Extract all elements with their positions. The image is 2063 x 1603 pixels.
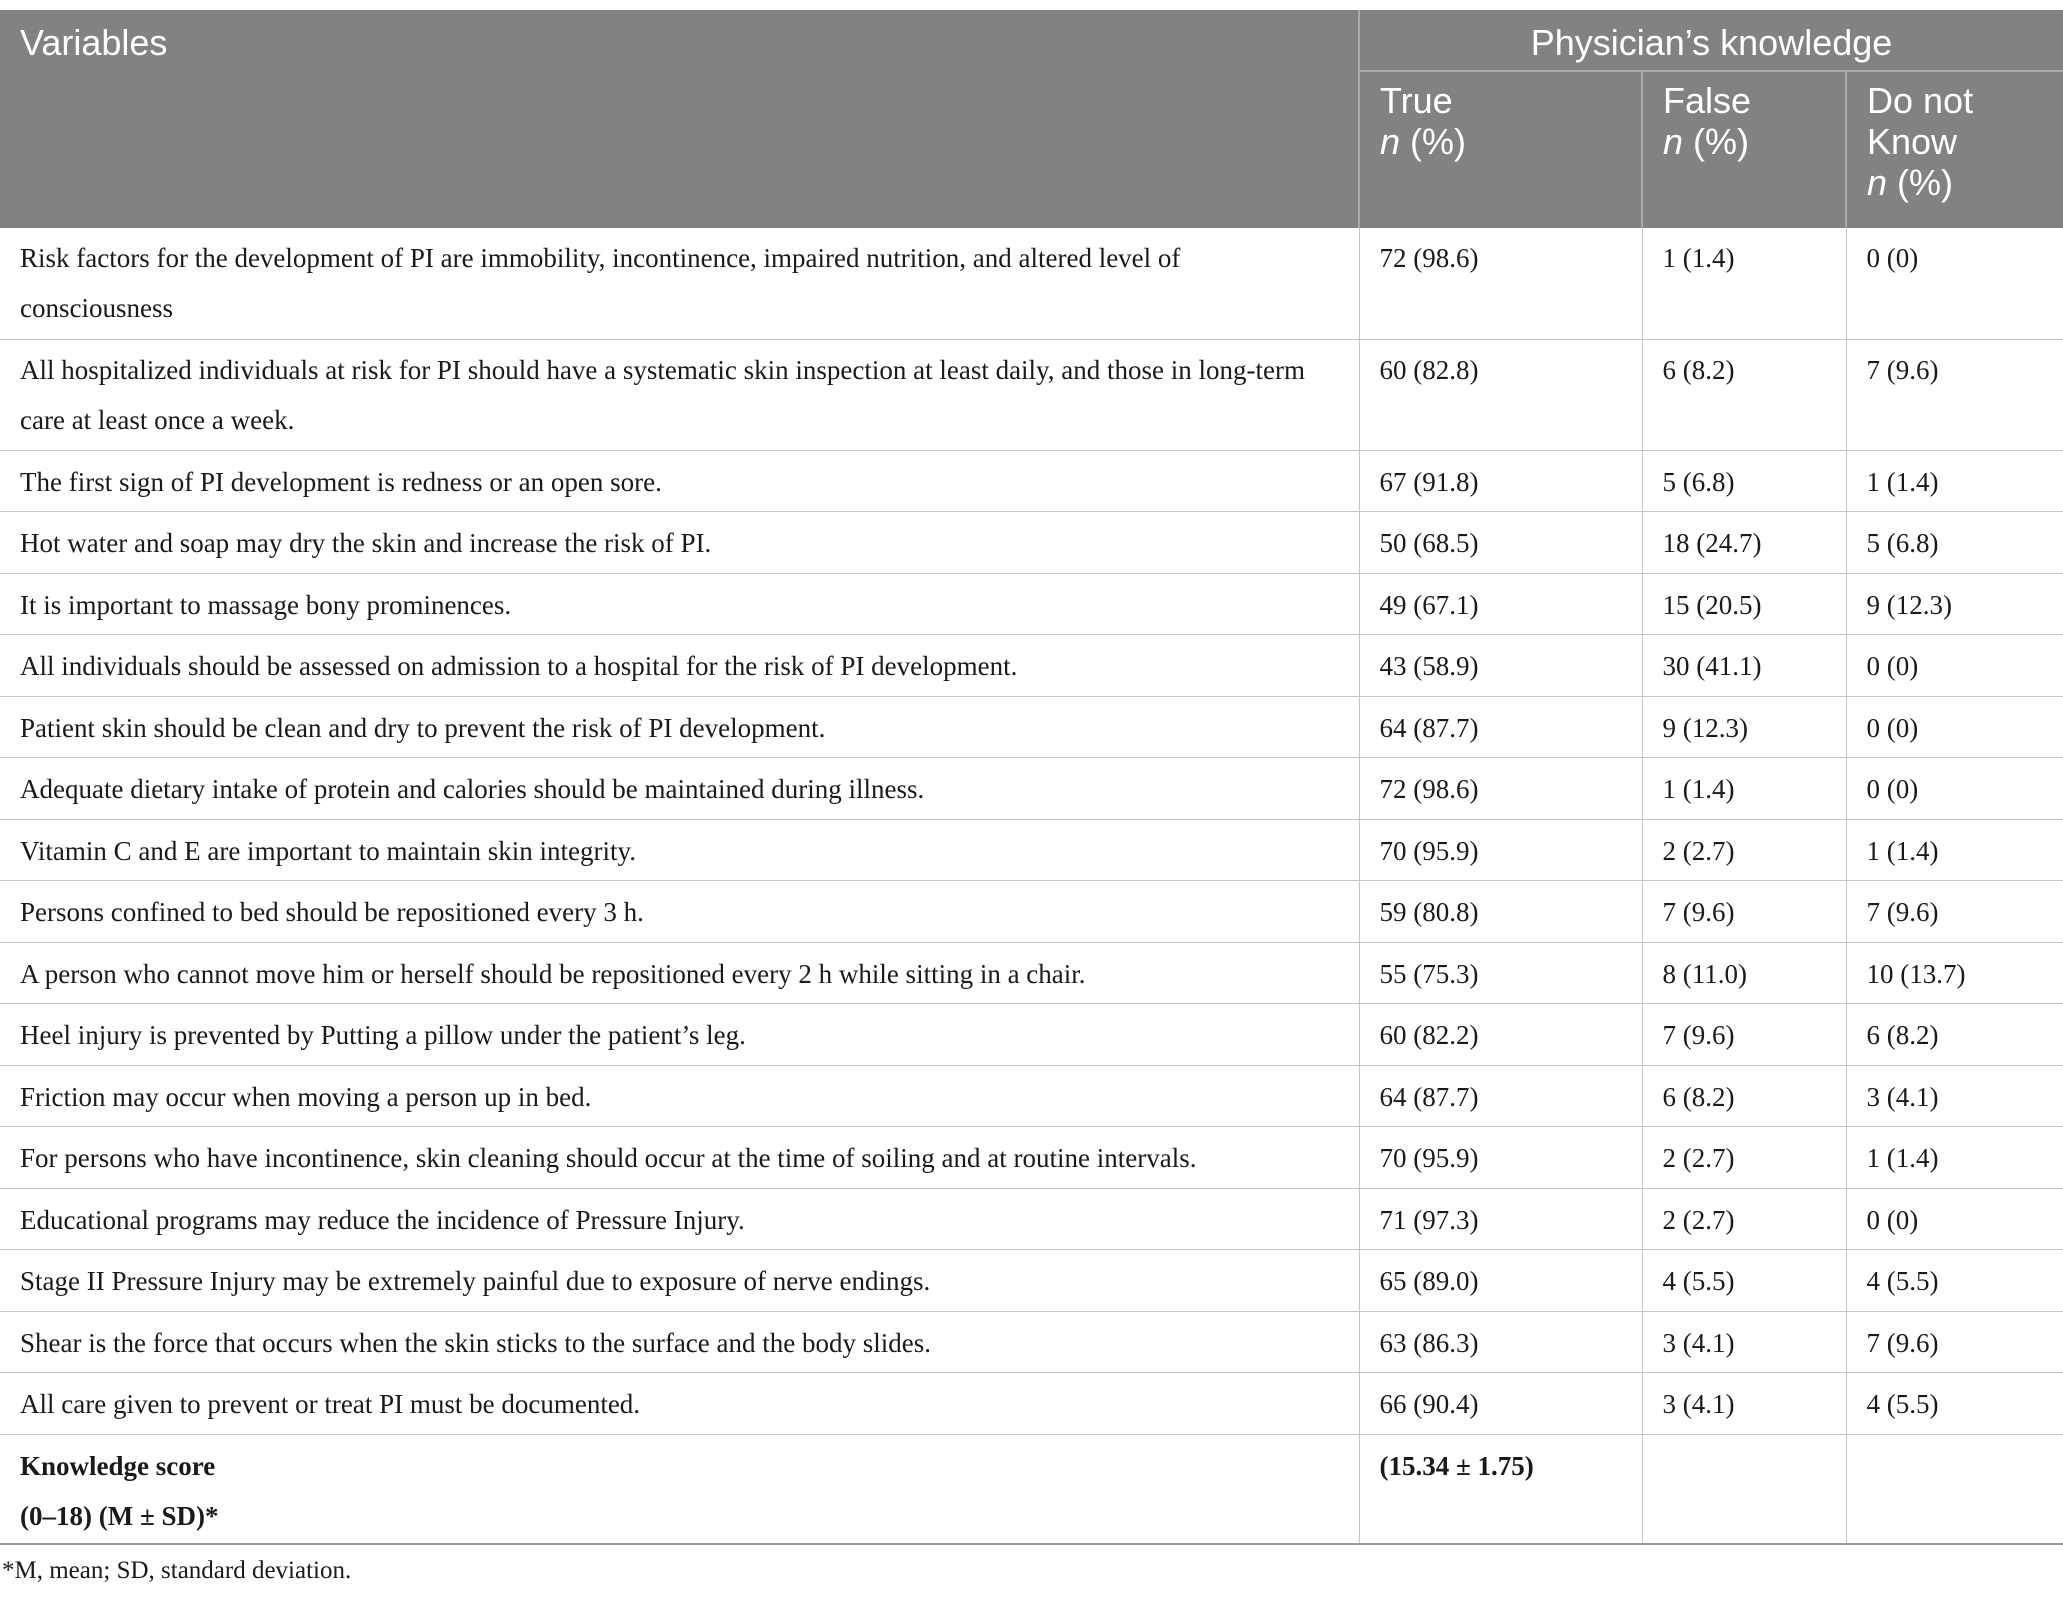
cell-variable: Educational programs may reduce the incidence of Pressure Injury.	[0, 1188, 1359, 1250]
cell-dnk: 10 (13.7)	[1846, 942, 2063, 1004]
cell-dnk: 7 (9.6)	[1846, 881, 2063, 943]
cell-false: 1 (1.4)	[1642, 758, 1846, 820]
cell-dnk: 0 (0)	[1846, 758, 2063, 820]
cell-true: 70 (95.9)	[1359, 819, 1642, 881]
knowledge-score-value: (15.34 ± 1.75)	[1359, 1434, 1642, 1544]
knowledge-table	[0, 10, 2063, 1545]
cell-false: 2 (2.7)	[1642, 1188, 1846, 1250]
table-row	[0, 1127, 2063, 1189]
cell-dnk: 6 (8.2)	[1846, 1004, 2063, 1066]
cell-true: 43 (58.9)	[1359, 635, 1642, 697]
header-true-n-pct: n (%)	[1380, 121, 1467, 162]
cell-false: 2 (2.7)	[1642, 1127, 1846, 1189]
knowledge-score-label-line2: (0–18) (M ± SD)*	[20, 1500, 219, 1531]
cell-dnk: 0 (0)	[1846, 228, 2063, 339]
cell-true: 72 (98.6)	[1359, 228, 1642, 339]
cell-false: 1 (1.4)	[1642, 228, 1846, 339]
header-variables: Variables	[0, 10, 1359, 228]
cell-variable: All hospitalized individuals at risk for PI should have a systematic skin inspection at least daily, and those in long-term care at least once a week.	[0, 339, 1359, 450]
table-row	[0, 1250, 2063, 1312]
cell-variable: All individuals should be assessed on admission to a hospital for the risk of PI development.	[0, 635, 1359, 697]
cell-variable: Patient skin should be clean and dry to prevent the risk of PI development.	[0, 696, 1359, 758]
knowledge-score-empty-false	[1642, 1434, 1846, 1544]
header-false-n-pct: n (%)	[1663, 121, 1750, 162]
cell-variable: Vitamin C and E are important to maintain skin integrity.	[0, 819, 1359, 881]
header-do-not-know	[1846, 71, 2063, 228]
cell-false: 30 (41.1)	[1642, 635, 1846, 697]
cell-dnk: 0 (0)	[1846, 635, 2063, 697]
cell-true: 71 (97.3)	[1359, 1188, 1642, 1250]
cell-dnk: 0 (0)	[1846, 1188, 2063, 1250]
cell-variable: Friction may occur when moving a person up in bed.	[0, 1065, 1359, 1127]
table-row	[0, 1373, 2063, 1435]
cell-true: 72 (98.6)	[1359, 758, 1642, 820]
cell-true: 60 (82.8)	[1359, 339, 1642, 450]
header-dnk-label-2: Know	[1867, 121, 1958, 162]
header-false	[1642, 71, 1846, 228]
table-row	[0, 942, 2063, 1004]
cell-variable: All care given to prevent or treat PI must be documented.	[0, 1373, 1359, 1435]
table-header	[0, 10, 2063, 228]
cell-dnk: 7 (9.6)	[1846, 339, 2063, 450]
cell-variable: A person who cannot move him or herself should be repositioned every 2 h while sitting in a chair.	[0, 942, 1359, 1004]
cell-false: 6 (8.2)	[1642, 339, 1846, 450]
knowledge-score-row	[0, 1434, 2063, 1544]
table-row	[0, 1311, 2063, 1373]
header-true	[1359, 71, 1642, 228]
table-row	[0, 635, 2063, 697]
cell-dnk: 5 (6.8)	[1846, 512, 2063, 574]
table-row	[0, 228, 2063, 339]
table-row	[0, 696, 2063, 758]
cell-dnk: 1 (1.4)	[1846, 450, 2063, 512]
cell-variable: It is important to massage bony prominences.	[0, 573, 1359, 635]
header-true-label: True	[1380, 80, 1453, 121]
cell-true: 50 (68.5)	[1359, 512, 1642, 574]
cell-true: 70 (95.9)	[1359, 1127, 1642, 1189]
cell-true: 63 (86.3)	[1359, 1311, 1642, 1373]
cell-dnk: 7 (9.6)	[1846, 1311, 2063, 1373]
table-row	[0, 573, 2063, 635]
header-dnk-label-1: Do not	[1867, 80, 1974, 121]
table-row	[0, 512, 2063, 574]
cell-variable: Adequate dietary intake of protein and calories should be maintained during illness.	[0, 758, 1359, 820]
table-body	[0, 228, 2063, 1544]
cell-dnk: 1 (1.4)	[1846, 1127, 2063, 1189]
table-row	[0, 1188, 2063, 1250]
cell-true: 60 (82.2)	[1359, 1004, 1642, 1066]
cell-false: 6 (8.2)	[1642, 1065, 1846, 1127]
table-footnote: *M, mean; SD, standard deviation.	[2, 1557, 352, 1584]
cell-true: 64 (87.7)	[1359, 696, 1642, 758]
cell-true: 65 (89.0)	[1359, 1250, 1642, 1312]
table-row	[0, 758, 2063, 820]
cell-false: 2 (2.7)	[1642, 819, 1846, 881]
cell-false: 7 (9.6)	[1642, 881, 1846, 943]
cell-false: 7 (9.6)	[1642, 1004, 1846, 1066]
cell-false: 4 (5.5)	[1642, 1250, 1846, 1312]
cell-dnk: 4 (5.5)	[1846, 1373, 2063, 1435]
cell-dnk: 9 (12.3)	[1846, 573, 2063, 635]
table-row	[0, 881, 2063, 943]
cell-variable: Shear is the force that occurs when the skin sticks to the surface and the body slides.	[0, 1311, 1359, 1373]
cell-false: 9 (12.3)	[1642, 696, 1846, 758]
table-row	[0, 450, 2063, 512]
cell-false: 3 (4.1)	[1642, 1311, 1846, 1373]
knowledge-score-label-line1: Knowledge score	[20, 1450, 216, 1481]
cell-true: 67 (91.8)	[1359, 450, 1642, 512]
cell-true: 55 (75.3)	[1359, 942, 1642, 1004]
cell-variable: Hot water and soap may dry the skin and increase the risk of PI.	[0, 512, 1359, 574]
cell-false: 15 (20.5)	[1642, 573, 1846, 635]
cell-variable: Stage II Pressure Injury may be extremely painful due to exposure of nerve endings.	[0, 1250, 1359, 1312]
cell-true: 64 (87.7)	[1359, 1065, 1642, 1127]
cell-dnk: 1 (1.4)	[1846, 819, 2063, 881]
table-row	[0, 819, 2063, 881]
table-row	[0, 1004, 2063, 1066]
cell-variable: Heel injury is prevented by Putting a pillow under the patient’s leg.	[0, 1004, 1359, 1066]
cell-false: 8 (11.0)	[1642, 942, 1846, 1004]
header-physicians-knowledge: Physician’s knowledge	[1359, 10, 2063, 71]
cell-false: 18 (24.7)	[1642, 512, 1846, 574]
cell-true: 59 (80.8)	[1359, 881, 1642, 943]
cell-variable: For persons who have incontinence, skin cleaning should occur at the time of soiling and at routine intervals.	[0, 1127, 1359, 1189]
knowledge-score-empty-dnk	[1846, 1434, 2063, 1544]
cell-variable: The first sign of PI development is redness or an open sore.	[0, 450, 1359, 512]
cell-dnk: 4 (5.5)	[1846, 1250, 2063, 1312]
header-dnk-n-pct: n (%)	[1867, 162, 1954, 203]
table-row	[0, 339, 2063, 450]
knowledge-score-label	[0, 1434, 1359, 1544]
cell-dnk: 3 (4.1)	[1846, 1065, 2063, 1127]
cell-false: 5 (6.8)	[1642, 450, 1846, 512]
cell-true: 66 (90.4)	[1359, 1373, 1642, 1435]
cell-true: 49 (67.1)	[1359, 573, 1642, 635]
cell-dnk: 0 (0)	[1846, 696, 2063, 758]
header-false-label: False	[1663, 80, 1752, 121]
cell-variable: Risk factors for the development of PI are immobility, incontinence, impaired nutrition, and altered level of consciousness	[0, 228, 1359, 339]
cell-variable: Persons confined to bed should be repositioned every 3 h.	[0, 881, 1359, 943]
cell-false: 3 (4.1)	[1642, 1373, 1846, 1435]
table-row	[0, 1065, 2063, 1127]
